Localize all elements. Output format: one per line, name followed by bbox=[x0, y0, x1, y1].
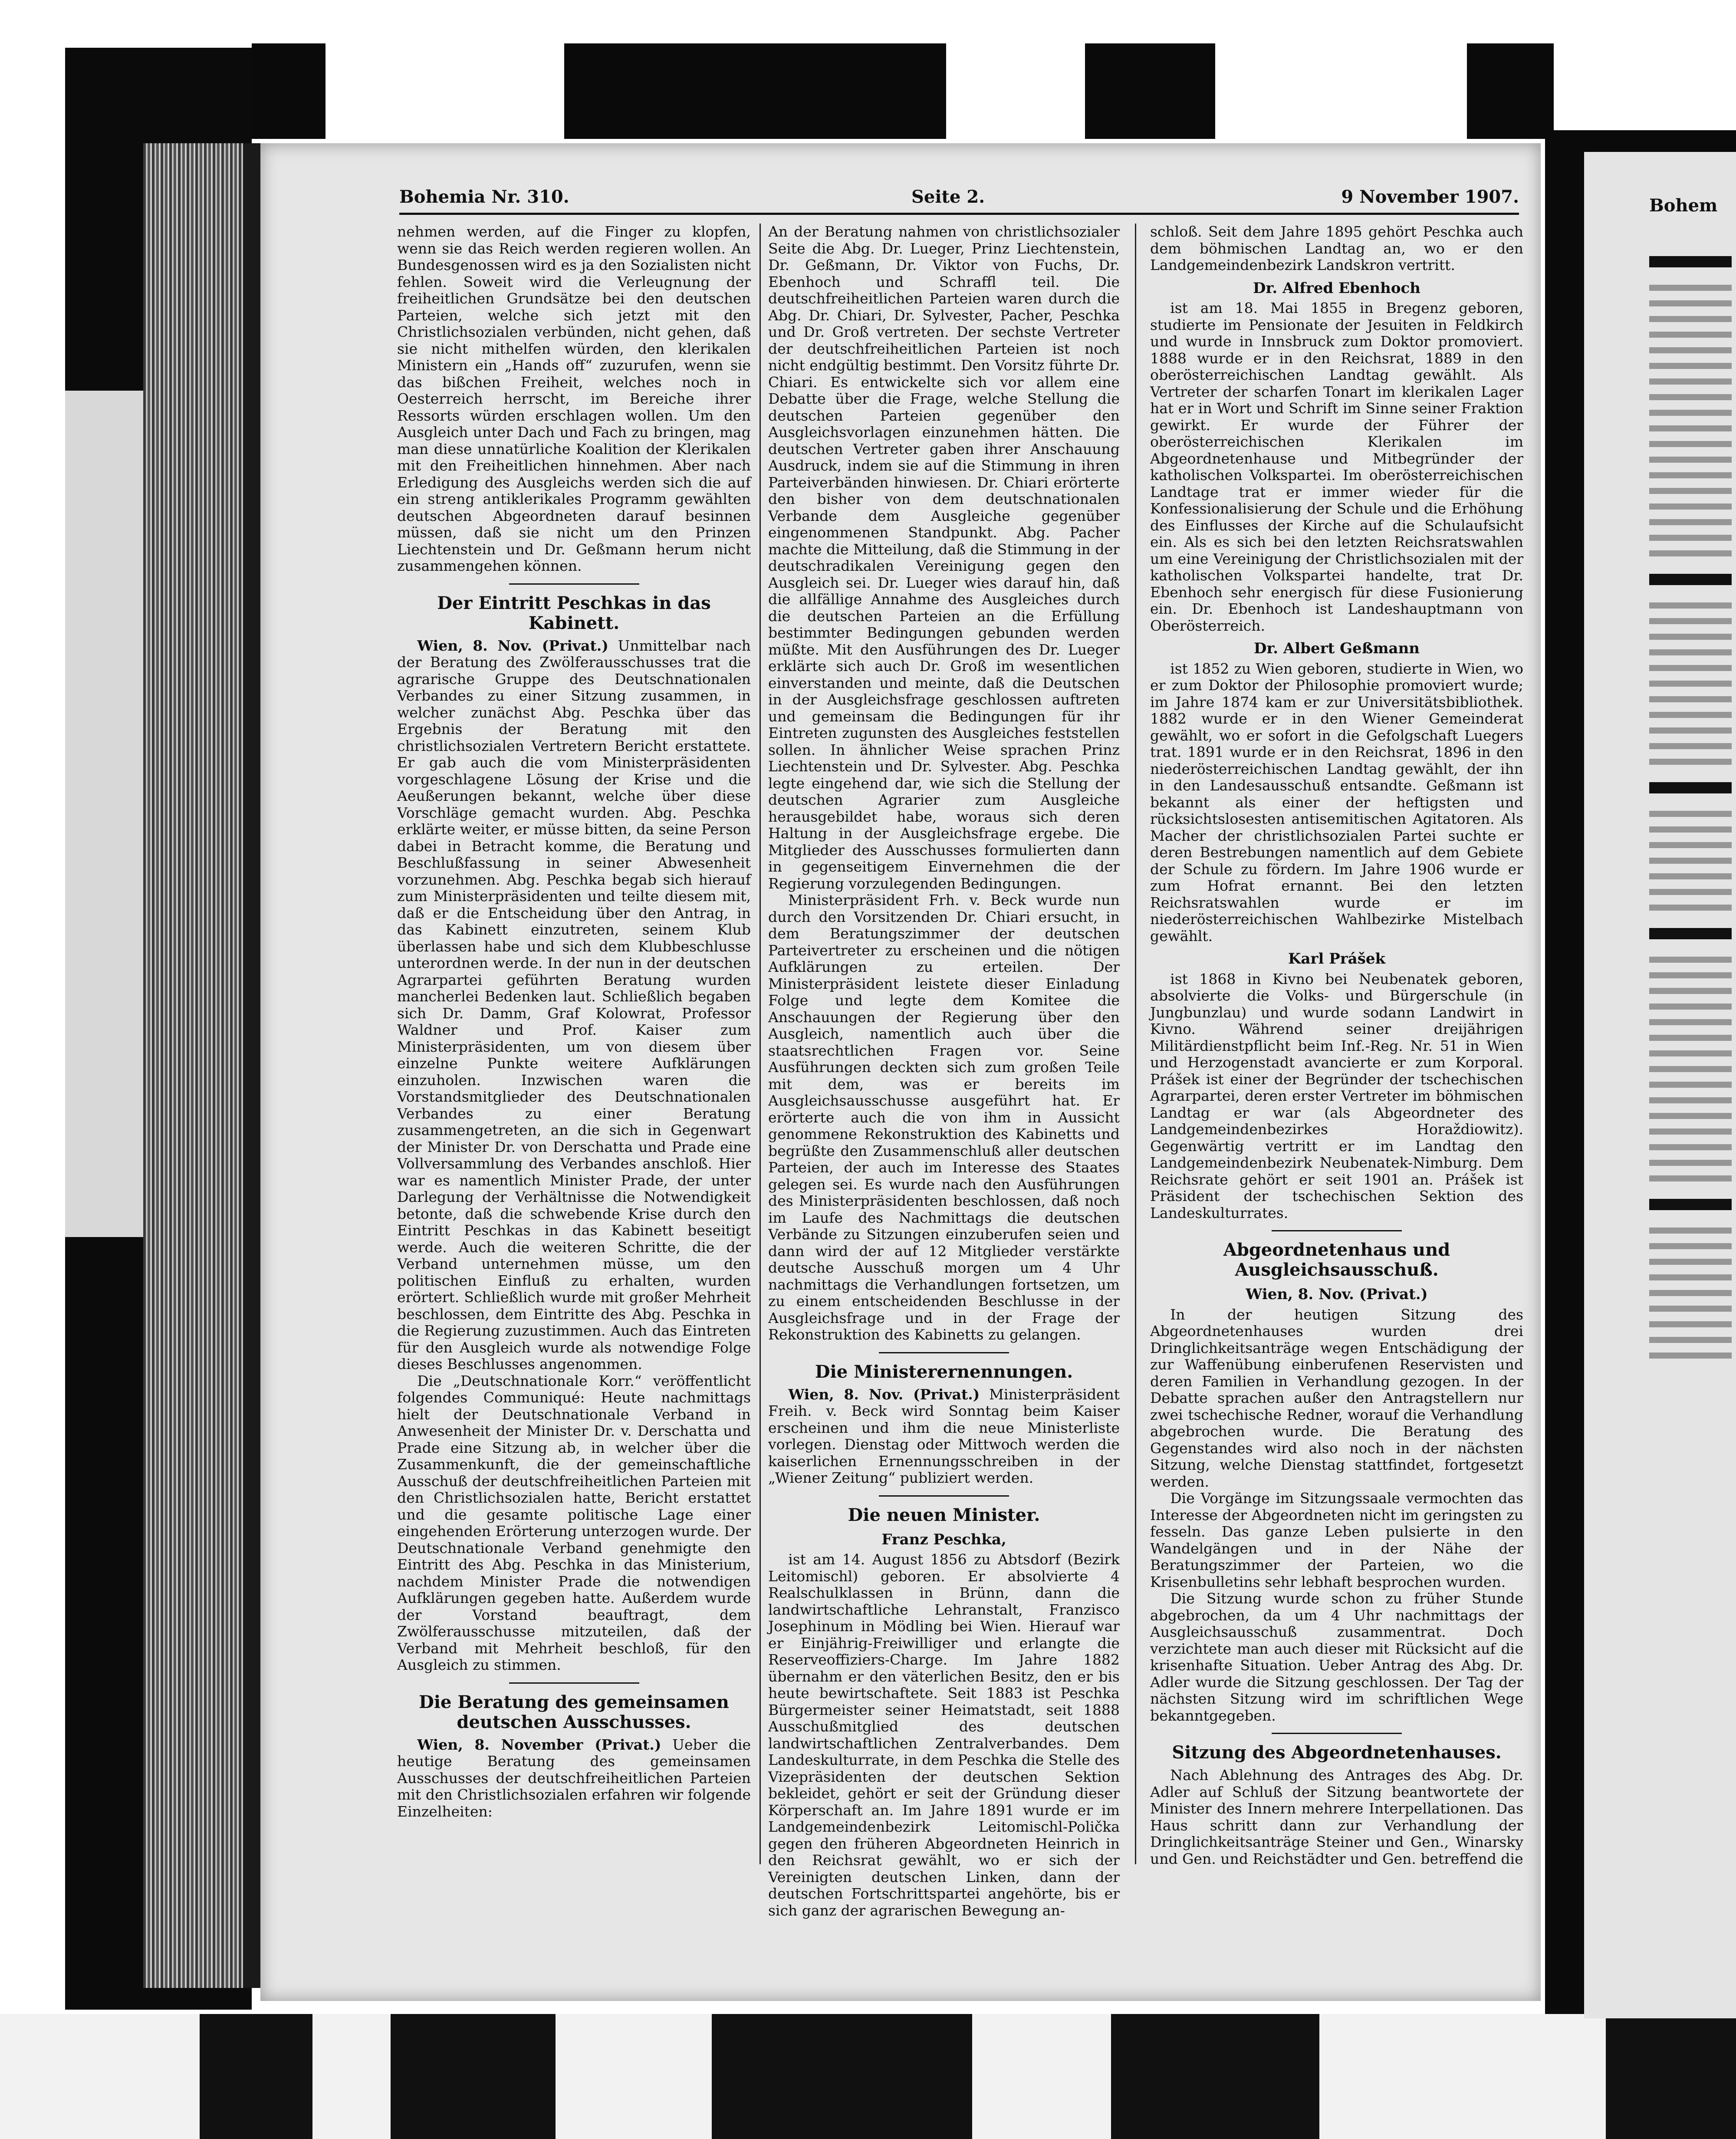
article-text: nehmen werden, auf die Finger zu klopfen, wenn sie das Reich werden regieren wollen. An Bundesgenossen wird es ja den Sozialisten nicht fehlen. Soweit wird die Verleugnung der freiheitlichen Grundsätze bei den deutschen Parteien, welche sich jetzt mit den Christlichsozialen verbünden, nicht gehen, daß sie nicht mithelfen würden, den klerikalen Ministern ein „Hands off“ zuzurufen, wenn sie das bißchen Freiheit, welches noch in Oesterreich herrscht, im Bereiche ihrer Ressorts würden erschlagen wollen. Um den Ausgleich unter Dach und Fach zu bringen, mag man diese unnatürliche Koalition der Klerikalen mit den Freiheitlichen hinnehmen. Aber nach Erledigung des Ausgleichs werden sich die auf ein streng antiklerikales Programm gewählten deutschen Abgeordneten darauf besinnen müssen, daß sie nicht um den Prinzen Liechtenstein und Dr. Geßmann herum nicht zusammengehen können. bbox=[397, 223, 751, 574]
person-name: Franz Peschka, bbox=[881, 1530, 1006, 1548]
article-body: Ueber die heutige Beratung des gemeinsamen Ausschusses der deutschfreiheitlichen Parteien mit den Christlichsozialen erfahren wir folgende Einzelheiten: bbox=[397, 1736, 751, 1820]
film-margin-top bbox=[0, 0, 1736, 48]
article-heading: Sitzung des Abgeordnetenhauses. bbox=[1172, 1742, 1502, 1763]
dateline: Wien, 8. Nov. (Privat.) bbox=[1246, 1286, 1428, 1303]
separator bbox=[509, 583, 639, 585]
separator bbox=[879, 1495, 1009, 1497]
article-text: Die Sitzung wurde schon zu früher Stunde abgebrochen, da um 4 Uhr nachmittags der Ausgleichsausschuß zusammentrat. Doch verzichtete man auch dieser mit Rücksicht auf die krisenhafte Situation. Ueber Antrag des Abg. Dr. Adler wurde die Sitzung geschlossen. Der Tag der nächsten Sitzung wird im schriftlichen Wege bekanntgegeben. bbox=[1150, 1590, 1523, 1724]
separator bbox=[879, 1352, 1009, 1353]
person-name: Karl Prášek bbox=[1288, 950, 1386, 967]
article-text: In der heutigen Sitzung des Abgeordnetenhauses wurden drei Dringlichkeitsanträge wegen Entschädigung der zur Waffenübung einberufenen Reservisten und deren Familien in Verhandlung gezogen. In der Debatte sprachen außer den Antragstellern nur zwei tschechische Redner, worauf die Verhandlung abgebrochen wurde. Die Beratung des Gegenstandes wird also noch in der nächsten Sitzung, welche Dienstag stattfindet, fortgesetzt werden. bbox=[1150, 1306, 1523, 1490]
column-1 bbox=[397, 224, 751, 1864]
film-block bbox=[1085, 43, 1215, 139]
book-gutter bbox=[243, 143, 260, 1988]
article-text: ist 1868 in Kivno bei Neubenatek geboren, absolvierte die Volks- und Bürgerschule (in Jungbunzlau) und wurde sodann Landwirt in Kivno. Während seiner dreijährigen Militärdienstpflicht beim Inf.-Reg. Nr. 51 in Wien und Herzogenstadt avancierte er zum Korporal. Prášek ist einer der Begründer der tschechischen Agrarpartei, deren erster Vertreter im böhmischen Landtag er war (als Abgeordneter des Landgemeindenbezirkes Horaždiowitz). Gegenwärtig vertritt er im Landtag den Landgemeindenbezirk Neubenatek-Nimburg. Dem Reichsrate gehört er seit 1901 an. Prášek ist Präsident der tschechischen Sektion des Landeskulturrates. bbox=[1150, 970, 1523, 1221]
article-heading: Abgeordnetenhaus und Ausgleichsausschuß. bbox=[1223, 1240, 1450, 1280]
film-block bbox=[200, 2014, 312, 2139]
column-2 bbox=[768, 223, 1120, 1919]
article-body: Unmittelbar nach der Beratung des Zwölferausschusses trat die agrarische Gruppe des Deutschnationalen Verbandes zu einer Sitzung zusammen, in welcher zunächst Abg. Peschka über das Ergebnis der Beratung mit den christlichsozialen Vertretern Bericht erstattete. Er gab auch die vom Ministerpräsidenten vorgeschlagene Lösung der Krise und die Aeußerungen bekannt, welche über diese Vorschläge gemacht wurden. Abg. Peschka erklärte weiter, er müsse bitten, da seine Person dabei in Betracht komme, die Beratung und Beschlußfassung in seiner Abwesenheit vorzunehmen. Abg. Peschka begab sich hierauf zum Ministerpräsidenten und teilte diesem mit, daß er die Entscheidung über den Antrag, in das Kabinett einzutreten, seinem Klub überlassen habe und sich dem Klubbeschlusse unterordnen werde. In der nun in der deutschen Agrarpartei geführten Beratung wurden mancherlei Bedenken laut. Schließlich begaben sich Dr. Damm, Graf Kolowrat, Professor Waldner und Prof. Kaiser zum Ministerpräsidenten, um von diesem über einzelne Punkte weitere Aufklärungen einzuholen. Inzwischen waren die Vorstandsmitglieder des Deutschnationalen Verbandes zu einer Beratung zusammengetreten, an die sich in Gegenwart der Minister Dr. von Derschatta und Prade eine Vollversammlung des Verbandes anschloß. Hier war es namentlich Minister Prade, der unter Darlegung der Verhältnisse die Notwendigkeit betonte, daß die schwebende Krise durch den Eintritt Peschkas in das Kabinett beseitigt werde. Auch die weiteren Schritte, die der Verband unternehmen müsse, um den politischen Einfluß zu erhalten, wurden erörtert. Schließlich wurde mit großer Mehrheit beschlossen, dem Eintritte des Abg. Peschka in die Regierung zuzustimmen. Auch das Eintreten für den Ausgleich wurde als notwendige Folge dieses Beschlusses angenommen. bbox=[397, 637, 751, 1372]
article-body: Ministerpräsident Freih. v. Beck wird Sonntag beim Kaiser erscheinen und ihm die neue Ministerliste vorlegen. Dienstag oder Mittwoch werden die kaiserlichen Ernennungsschreiben in der „Wiener Zeitung“ publiziert werden. bbox=[768, 1385, 1120, 1486]
article-text: Die „Deutschnationale Korr.“ veröffentlicht folgendes Communiqué: Heute nachmittags hielt der Deutschnationale Verband in Anwesenheit der Minister Dr. v. Derschatta und Prade eine Sitzung ab, in welcher über die Zusammenkunft, die der gemeinschaftliche Ausschuß der deutschfreiheitlichen Parteien mit den Christlichsozialen hatte, Bericht erstattet und die gesamte politische Lage einer eingehenden Erörterung unterzogen wurde. Der Deutschnationale Verband genehmigte den Eintritt des Abg. Peschka in das Ministerium, nachdem Minister Prade die notwendigen Aufklärungen gegeben hatte. Außerdem wurde der Vorstand beauftragt, dem Zwölferausschusse mitzuteilen, daß der Verband mit Mehrheit beschloß, für den Ausgleich zu stimmen. bbox=[397, 1372, 751, 1673]
dateline: Wien, 8. Nov. (Privat.) bbox=[788, 1385, 980, 1403]
page-header bbox=[399, 187, 1519, 213]
column-3 bbox=[1150, 223, 1523, 1867]
article-text: Nach Ablehnung des Antrages des Abg. Dr. Adler auf Schluß der Sitzung beantwortete der Minister des Innern mehrere Interpellationen. Das Haus schritt dann zur Verhandlung der Dringlichkeitsanträge Steiner und Gen., Winarsky und Gen. und Reichstädter und Gen. betreffend die bbox=[1150, 1767, 1523, 1867]
adjacent-page-text bbox=[1649, 239, 1732, 1368]
adjacent-page-header: Bohem bbox=[1649, 195, 1718, 216]
article-heading: Die neuen Minister. bbox=[848, 1504, 1040, 1525]
dateline: Wien, 8. Nov. (Privat.) bbox=[417, 637, 608, 654]
film-block bbox=[391, 2014, 556, 2139]
separator bbox=[509, 1682, 639, 1684]
article-text bbox=[768, 1386, 1120, 1487]
separator bbox=[1272, 1230, 1402, 1231]
person-name: Dr. Alfred Ebenhoch bbox=[1253, 279, 1420, 297]
article-text: Ministerpräsident Frh. v. Beck wurde nun durch den Vorsitzenden Dr. Chiari ersucht, in dem Beratungszimmer der deutschen Parteivertreter zu erscheinen und die nötigen Aufklärungen zu erteilen. Der Ministerpräsident leistete dieser Einladung Folge und legte dem Komitee die Anschauungen der Regierung über den Ausgleich, namentlich auch über die staatsrechtlichen Fragen vor. Seine Ausführungen deckten sich zum großen Teile mit dem, was er bereits im Ausgleichsausschusse ausgeführt hat. Er erörterte auch die von ihm in Aussicht genommene Rekonstruktion des Kabinetts und begrüßte den Zusammenschluß aller deutschen Parteien, der auch im Interesse des Staates gelegen sei. Es wurde nach den Ausführungen des Ministerpräsidenten beschlossen, daß noch im Laufe des Nachmittags die deutschen Verbände zu Sitzungen einzuberufen seien und dann wird der auf 12 Mitglieder verstärkte deutsche Ausschuß morgen um 4 Uhr nachmittags die Verhandlungen fortsetzen, um zu einem entscheidenden Beschlusse in der Ausgleichsfrage und in der Frage der Rekonstruktion des Kabinetts zu gelangen. bbox=[768, 892, 1120, 1343]
article-text: ist am 18. Mai 1855 in Bregenz geboren, studierte im Pensionate der Jesuiten in Feldkirch und wurde in Innsbruck zum Doktor promoviert. 1888 wurde er in den Reichsrat, 1889 in den oberösterreichischen Landtag gewählt. Als Vertreter der scharfen Tonart im klerikalen Lager hat er in Wort und Schrift im Sinne seiner Fraktion gewirkt. Er wurde der Führer der oberösterreichischen Klerikalen im Abgeordnetenhause und Mitbegründer der katholischen Volkspartei. Im oberösterreichischen Landtage trat er immer wieder für die Konfessionalisierung der Schule und die Erhöhung des Einflusses der Kirche auf die Schulaufsicht ein. Als es sich bei den letzten Reichsratswahlen um eine Vereinigung der Christlichsozialen mit der katholischen Volkspartei handelte, trat Dr. Ebenhoch sehr energisch für diese Fusionierung ein. Dr. Ebenhoch ist Landeshauptmann von Oberösterreich. bbox=[1150, 299, 1523, 634]
article-text: An der Beratung nahmen von christlichsozialer Seite die Abg. Dr. Lueger, Prinz Liechtenstein, Dr. Geßmann, Dr. Viktor von Fuchs, Dr. Ebenhoch und Schraffl teil. Die deutschfreiheitlichen Parteien waren durch die Abg. Dr. Chiari, Dr. Sylvester, Pacher, Peschka und Dr. Groß vertreten. Der sechste Vertreter der deutschfreiheitlichen Parteien ist noch nicht endgültig bestimmt. Den Vorsitz führte Dr. Chiari. Es entwickelte sich vor allem eine Debatte über die Frage, welche Stellung die deutschen Parteien gegenüber den Ausgleichsvorlagen einzunehmen hätten. Die deutschen Vertreter gaben ihrer Anschauung Ausdruck, indem sie auf die Stimmung in ihren Parteiverbänden hinwiesen. Dr. Chiari erörterte den bisher von dem deutschnationalen Verbande dem Ausgleiche gegenüber eingenommenen Standpunkt. Abg. Pacher machte die Mitteilung, daß die Stimmung in der deutschradikalen Vereinigung gegen den Ausgleich sei. Dr. Lueger wies darauf hin, daß die allfällige Annahme des Ausgleiches durch die deutschen Parteien an die Erfüllung bestimmter Bedingungen gebunden werden müßte. Mit den Ausführungen des Dr. Lueger erklärte sich auch Dr. Groß im wesentlichen einverstanden und meinte, daß die Deutschen in der Ausgleichsfrage geschlossen auftreten und gemeinsam die Bedingungen für ihr Eintreten zugunsten des Ausgleiches feststellen sollen. In ähnlicher Weise sprachen Prinz Liechtenstein und Dr. Sylvester. Abg. Peschka legte eingehend dar, wie sich die Stellung der deutschen Agrarier zum Ausgleiche herausgebildet habe, woraus sich deren Haltung in der Ausgleichsfrage ergebe. Die Mitglieder des Ausschusses formulierten dann in gegenseitigem Einvernehmen die der Regierung vorzulegenden Bedingungen. bbox=[768, 223, 1120, 892]
article-heading: Der Eintritt Peschkas in das Kabinett. bbox=[437, 592, 711, 633]
header-rule bbox=[399, 213, 1519, 215]
page-number: Seite 2. bbox=[911, 187, 985, 207]
dateline: Wien, 8. November (Privat.) bbox=[417, 1736, 661, 1753]
adjacent-page bbox=[1584, 152, 1736, 2018]
article-text: Die Vorgänge im Sitzungssaale vermochten das Interesse der Abgeordneten nicht im geringsten zu fesseln. Das ganze Leben pulsierte in den Wandelgängen und in der Nähe der Beratungszimmer der Parteien, wo die Krisenbulletins sehr lebhaft besprochen wurden. bbox=[1150, 1490, 1523, 1590]
article-text: ist am 14. August 1856 zu Abtsdorf (Bezirk Leitomischl) geboren. Er absolvierte 4 Realschulklassen in Brünn, dann die landwirtschaftliche Lehranstalt, Franzisco Josephinum in Mödling bei Wien. Hierauf war er Einjährig-Freiwilliger und erlangte die Reserveoffiziers-Charge. Im Jahre 1882 übernahm er den väterlichen Besitz, den er bis heute bewirtschaftete. Seit 1883 ist Peschka Bürgermeister seiner Heimatstadt, seit 1888 Ausschußmitglied des deutschen landwirtschaftlichen Zentralverbandes. Dem Landeskulturrate, in dem Peschka die Stelle des Vizepräsidenten der deutschen Sektion bekleidet, gehört er seit der Gründung dieser Körperschaft an. Im Jahre 1891 wurde er im Landgemeindenbezirk Leitomischl-Polička gegen den früheren Abgeordneten Heinrich in den Reichsrat gewählt, wo er sich der Vereinigten deutschen Linken, dann der deutschen Fortschrittspartei angehörte, bis er sich ganz der agrarischen Bewegung an- bbox=[768, 1551, 1120, 1919]
article-heading: Die Ministerernennungen. bbox=[815, 1361, 1073, 1382]
film-block bbox=[1111, 2014, 1319, 2139]
article-heading: Die Beratung des gemeinsamen deutschen Ausschusses. bbox=[419, 1691, 729, 1732]
film-block bbox=[564, 43, 946, 139]
film-block bbox=[1606, 2014, 1736, 2139]
article-text bbox=[397, 1737, 751, 1820]
film-margin-left bbox=[0, 48, 65, 2139]
issue-date: 9 November 1907. bbox=[1341, 187, 1519, 207]
book-spine-edge bbox=[143, 143, 243, 1988]
column-rule bbox=[760, 224, 761, 1864]
article-text: schloß. Seit dem Jahre 1895 gehört Peschka auch dem böhmischen Landtag an, wo er den Landgemeindenbezirk Landskron vertritt. bbox=[1150, 223, 1523, 273]
film-margin-bottom bbox=[0, 2014, 1736, 2139]
article-text bbox=[397, 638, 751, 1373]
separator bbox=[1272, 1733, 1402, 1734]
film-block bbox=[712, 2014, 972, 2139]
film-block bbox=[1467, 43, 1554, 139]
newspaper-issue: Bohemia Nr. 310. bbox=[399, 187, 569, 207]
column-rule bbox=[1135, 224, 1136, 1864]
article-text: ist 1852 zu Wien geboren, studierte in Wien, wo er zum Doktor der Philosophie promoviert wurde; im Jahre 1874 kam er zur Universitätsbibliothek. 1882 wurde er in den Wiener Gemeinderat gewählt, wo er sofort in die Gefolgschaft Luegers trat. 1891 wurde er in den Reichsrat, 1896 in den niederösterreichischen Landtag gewählt, der ihn in den Landesausschuß entsandte. Geßmann ist bekannt als einer der heftigsten und rücksichtslosesten antisemitischen Agitatoren. Als Macher der christlichsozialen Partei suchte er deren Bestrebungen namentlich auf dem Gebiete der Schule zu fördern. Im Jahre 1906 wurde er zum Hofrat ernannt. Bei den letzten Reichsratswahlen wurde er im niederösterreichischen Wahlbezirke Mistelbach gewählt. bbox=[1150, 660, 1523, 944]
film-block bbox=[252, 43, 326, 139]
person-name: Dr. Albert Geßmann bbox=[1253, 640, 1420, 657]
